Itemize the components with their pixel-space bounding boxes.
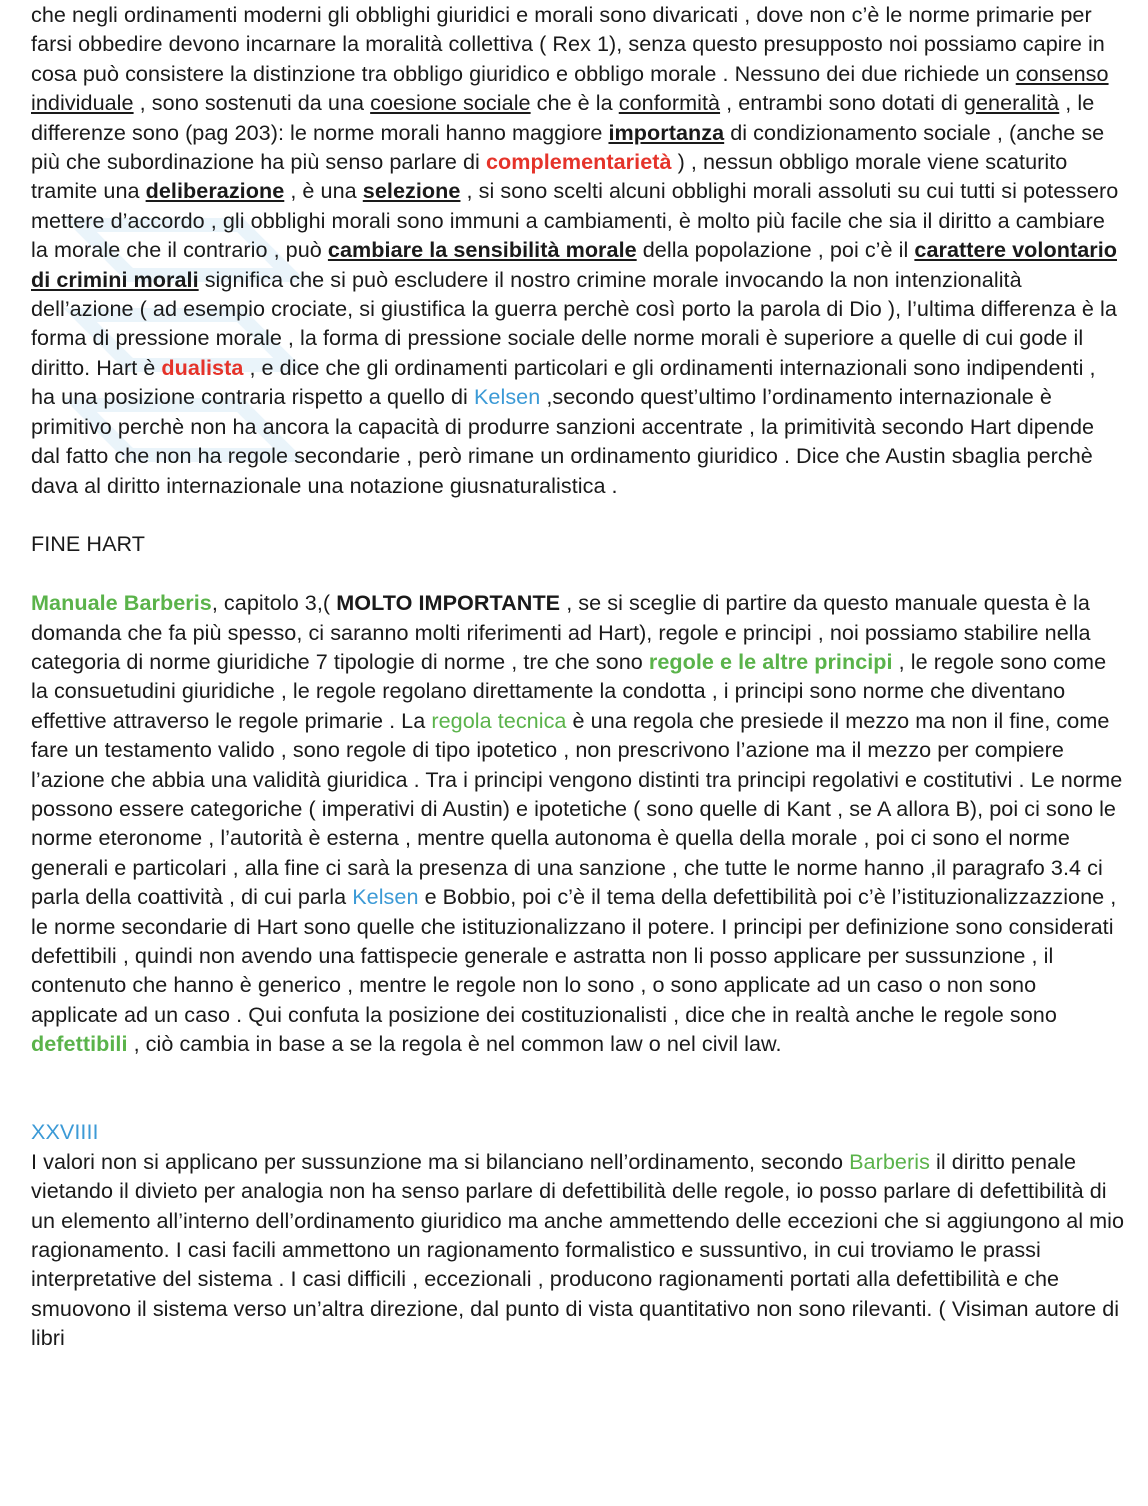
text-span: , se si sceglie di partire da questo manuale questa è la domanda che fa più spesso, ci saranno molti riferimenti ad Hart), regole e principi , noi possiamo stabilire nella categoria di norme giuridiche 7 tipologie di norme , tre che sono bbox=[31, 590, 1091, 674]
section-heading: XXVIIII bbox=[31, 1119, 99, 1145]
emphasis-span: MOLTO IMPORTANTE bbox=[336, 590, 561, 616]
emphasis-span: dualista bbox=[161, 354, 244, 380]
emphasis-span: cambiare la sensibilità morale bbox=[327, 237, 637, 263]
text-span: , e dice che gli ordinamenti particolari e gli ordinamenti internazionali sono indipendenti , ha una posizione contraria rispetto a quello di bbox=[31, 354, 1096, 410]
paragraph-manuale-barberis bbox=[31, 588, 1125, 1059]
paragraph-valori bbox=[31, 1147, 1125, 1353]
emphasis-span: Manuale Barberis bbox=[31, 590, 212, 616]
text-span: , è una bbox=[284, 178, 363, 204]
text-span: ,secondo quest’ultimo l’ordinamento internazionale è primitivo perchè non ha ancora la capacità di produrre sanzioni accentrate , la primitività secondo Hart dipende dal fatto che non ha regole secondarie , però rimane un ordinamento giuridico . Dice che Austin sbaglia perchè dava al diritto internazionale una notazione giusnaturalistica . bbox=[31, 384, 1095, 498]
emphasis-span: importanza bbox=[608, 119, 725, 145]
emphasis-span: Kelsen bbox=[473, 384, 541, 410]
text-span: , entrambi sono dotati di bbox=[720, 90, 964, 116]
emphasis-span: regola tecnica bbox=[431, 707, 567, 733]
emphasis-span: complementarietà bbox=[485, 149, 672, 175]
section-end-hart: FINE HART bbox=[31, 531, 146, 557]
emphasis-span: defettibili bbox=[31, 1031, 128, 1057]
emphasis-span: consenso individuale bbox=[31, 60, 1109, 116]
document-page bbox=[31, 0, 1125, 1353]
text-span: che negli ordinamenti moderni gli obblighi giuridici e morali sono divaricati , dove non c’è le norme primarie per farsi obbedire devono incarnare la moralità collettiva ( Rex 1), senza questo presupposto noi possiamo capire in cosa può consistere la distinzione tra obbligo giuridico e obbligo morale . Nessuno dei due richiede un bbox=[31, 2, 1105, 86]
text-span: significa che si può escludere il nostro crimine morale invocando la non intenzionalità dell’azione ( ad esempio crociate, si giustifica la guerra perchè così porto la parola di Dio ), l’ultima differenza è la forma di pressione morale , la forma di pressione sociale delle norme morali è superiore a quelle di cui gode il diritto. Hart è bbox=[31, 266, 1117, 380]
text-span: , ciò cambia in base a se la regola è nel common law o nel civil law. bbox=[127, 1031, 782, 1057]
emphasis-span: coesione sociale bbox=[370, 90, 531, 116]
text-span: , capitolo 3,( bbox=[211, 590, 337, 616]
emphasis-span: carattere volontario di crimini morali bbox=[31, 237, 1117, 292]
text-span: ) , nessun obbligo morale viene scaturito tramite una bbox=[31, 149, 1068, 204]
emphasis-span: Kelsen bbox=[352, 884, 419, 910]
emphasis-span: regole e le altre principi bbox=[648, 648, 893, 674]
text-span: , sono sostenuti da una bbox=[133, 90, 371, 116]
emphasis-span: Barberis bbox=[849, 1148, 930, 1174]
emphasis-span: conformità bbox=[618, 90, 721, 116]
paragraph-hart-morale bbox=[31, 0, 1125, 500]
emphasis-span: deliberazione bbox=[145, 178, 285, 204]
text-span: , si sono scelti alcuni obblighi morali assoluti su cui tutti si potessero mettere d’accordo , gli obblighi morali sono immuni a cambiamenti, è molto più facile che sia il diritto a cambiare la morale che il contrario , può bbox=[31, 178, 1119, 263]
text-span: I valori non si applicano per sussunzione ma si bilanciano nell’ordinamento, secondo bbox=[31, 1148, 850, 1174]
text-span: della popolazione , poi c’è il bbox=[636, 237, 915, 263]
text-span: , le regole sono come la consuetudini giuridiche , le regole regolano direttamente la condotta , i principi sono norme che diventano effettive attraverso le regole primarie . La bbox=[31, 648, 1107, 733]
text-span: è una regola che presiede il mezzo ma non il fine, come fare un testamento valido , sono regole di tipo ipotetico , non prescrivono l’azione ma il mezzo per compiere l’azione che abbia una validità giuridica . Tra i principi vengono distinti tra principi regolativi e costitutivi . Le norme possono essere categoriche ( imperativi di Austin) e ipotetiche ( sono quelle di Kant , se A allora B), poi ci sono le norme eteronome , l’autorità è esterna , mentre quella autonoma è quella della morale , poi ci sono el norme generali e particolari , alla fine ci sarà la presenza di una sanzione , che tutte le norme hanno ,il paragrafo 3.4 ci parla della coattività , di cui parla bbox=[31, 707, 1123, 910]
text-span: , le differenze sono (pag 203): le norme morali hanno maggiore bbox=[31, 90, 1095, 145]
text-span: il diritto penale vietando il divieto per analogia non ha senso parlare di defettibilità delle regole, io posso parlare di defettibilità di un elemento all’interno dell’ordinamento giuridico ma anche ammettendo delle eccezioni che si aggiungono al mio ragionamento. I casi facili ammettono un ragionamento formalistico e sussuntivo, in cui troviamo le prassi interpretative del sistema . I casi difficili , eccezionali , producono ragionamenti portati alla defettibilità e che smuovono il sistema verso un’altra direzione, dal punto di vista quantitativo non sono rilevanti. ( Visiman autore di libri bbox=[31, 1148, 1125, 1351]
text-span: che è la bbox=[530, 90, 619, 116]
text-span: di condizionamento sociale , (anche se più che subordinazione ha più senso parlare di bbox=[31, 119, 1105, 175]
text-span: e Bobbio, poi c’è il tema della defettibilità poi c’è l’istituzionalizzazzione , le norme secondarie di Hart sono quelle che istituzionalizzano il potere. I principi per definizione sono considerati defettibili , quindi non avendo una fattispecie generale e astratta non li posso applicare per sussunzione , il contenuto che hanno è generico , mentre le regole non lo sono , o sono applicate ad un caso o non sono applicate ad un caso . Qui confuta la posizione dei costituzionalisti , dice che in realtà anche le regole sono bbox=[31, 884, 1117, 1027]
emphasis-span: generalità bbox=[963, 90, 1060, 116]
emphasis-span: selezione bbox=[362, 178, 461, 204]
